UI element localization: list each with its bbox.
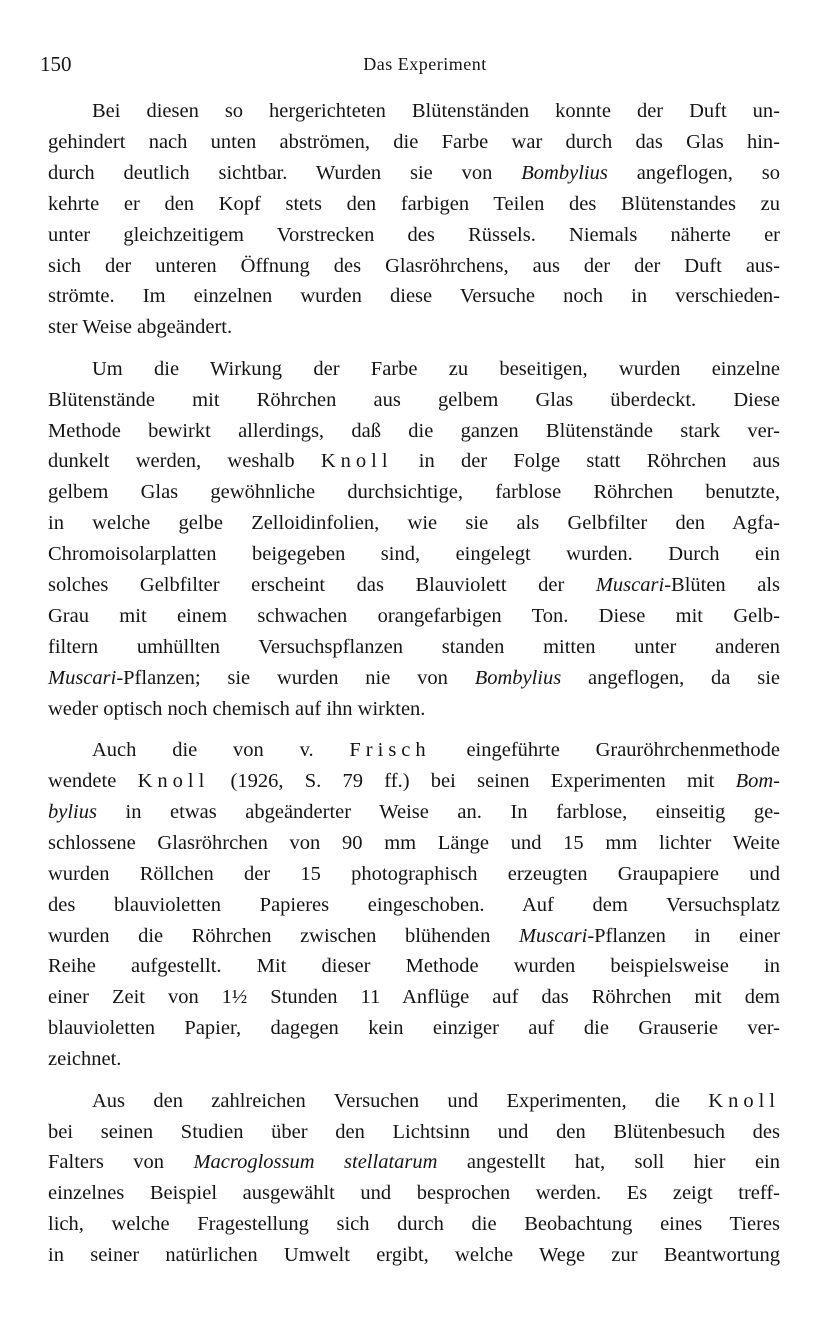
italic-term: Macroglossum stellatarum — [193, 1151, 438, 1174]
text-run: Chromoisolarplatten beigegeben sind, eingelegt wurden. Durch ein — [48, 543, 780, 566]
text-line — [48, 1013, 780, 1044]
text-line — [48, 1044, 780, 1075]
text-run: lich, welche Fragestellung sich durch die Beobachtung eines Tieres — [48, 1213, 780, 1236]
text-run: blauvioletten Papier, dagegen kein einziger auf die Grauserie ver- — [48, 1017, 780, 1040]
text-line — [48, 951, 780, 982]
text-run: einzelnes Beispiel ausgewählt und besprochen werden. Es zeigt treff- — [48, 1182, 780, 1205]
text-run: durch deutlich sichtbar. Wurden sie von — [48, 161, 522, 184]
text-line — [48, 127, 780, 158]
text-line — [48, 982, 780, 1013]
spaced-name: Knoll — [137, 770, 210, 793]
paragraph — [48, 1086, 780, 1271]
text-run: angeflogen, so — [607, 161, 781, 184]
text-line — [48, 828, 780, 859]
paragraph — [48, 96, 780, 343]
text-line — [48, 1117, 780, 1148]
text-line — [48, 694, 780, 725]
text-line — [48, 890, 780, 921]
text-run: -Pflanzen in einer — [587, 924, 781, 947]
text-run: Reihe aufgestellt. Mit dieser Methode wurden beispielsweise in — [48, 955, 780, 978]
text-run: gelbem Glas gewöhnliche durchsichtige, farblose Röhrchen benutzte, — [48, 481, 780, 504]
text-line — [48, 354, 780, 385]
text-run: angestellt hat, soll hier ein — [437, 1151, 780, 1174]
text-line — [48, 220, 780, 251]
italic-term: Bombylius — [474, 666, 562, 689]
text-run: eingeführte Grauröhrchenmethode — [430, 739, 780, 762]
text-line — [48, 1147, 780, 1178]
text-line — [48, 570, 780, 601]
text-run: wurden die Röhrchen zwischen blühenden — [48, 924, 519, 947]
text-line — [48, 158, 780, 189]
italic-term: bylius — [48, 800, 97, 823]
text-run: Falters von — [48, 1151, 194, 1174]
text-run: Grau mit einem schwachen orangefarbigen Ton. Diese mit Gelb- — [48, 605, 780, 627]
text-run: Um die Wirkung der Farbe zu beseitigen, wurden einzelne — [92, 357, 780, 380]
text-line — [48, 1178, 780, 1209]
text-line — [48, 735, 780, 766]
text-line — [48, 921, 780, 952]
text-run: Methode bewirkt allerdings, daß die ganzen Blütenstände stark ver- — [48, 419, 780, 442]
text-line — [48, 1209, 780, 1240]
text-run: wendete — [48, 770, 138, 793]
italic-term: Muscari — [595, 574, 665, 597]
spaced-name: Knoll — [320, 450, 393, 473]
text-run: gehindert nach unten abströmen, die Farbe war durch das Glas hin- — [48, 130, 780, 153]
text-line — [48, 632, 780, 663]
text-run: kehrte er den Kopf stets den farbigen Teilen des Blütenstandes zu — [48, 192, 780, 215]
text-run: filtern umhüllten Versuchspflanzen standen mitten unter anderen — [48, 635, 780, 658]
text-run: Blütenstände mit Röhrchen aus gelbem Glas überdeckt. Diese — [48, 388, 780, 411]
text-run: in seiner natürlichen Umwelt ergibt, welche Wege zur Beantwortung — [48, 1244, 780, 1267]
italic-term: Muscari — [48, 666, 117, 689]
text-run: schlossene Glasröhrchen von 90 mm Länge und 15 mm lichter Weite — [48, 831, 780, 854]
text-line — [48, 251, 780, 282]
body-text — [48, 96, 780, 1282]
text-run: angeflogen, da sie — [561, 666, 780, 689]
text-run: -Blüten als — [664, 574, 780, 597]
text-run: sich der unteren Öffnung des Glasröhrchens, aus der der Duft aus- — [48, 254, 780, 277]
text-line — [48, 416, 780, 447]
text-run: des blauvioletten Papieres eingeschoben. Auf dem Versuchsplatz — [48, 893, 780, 916]
text-line — [48, 446, 780, 477]
text-line — [48, 312, 780, 343]
text-run: ster Weise abgeändert. — [48, 316, 233, 339]
italic-term: Bombylius — [521, 161, 608, 184]
text-run: Auch die von v. — [92, 739, 350, 762]
text-run: unter gleichzeitigem Vorstrecken des Rüssels. Niemals näherte er — [48, 223, 780, 246]
text-run: strömte. Im einzelnen wurden diese Versuche noch in verschieden- — [48, 285, 780, 308]
text-line — [48, 1240, 780, 1271]
text-run: wurden Röllchen der 15 photographisch erzeugten Graupapiere und — [48, 862, 780, 885]
page-header — [40, 52, 780, 80]
spaced-name: Knoll — [708, 1089, 780, 1112]
text-line — [48, 539, 780, 570]
text-run: bei seinen Studien über den Lichtsinn und den Blütenbesuch des — [48, 1120, 780, 1143]
text-line — [48, 189, 780, 220]
text-line — [48, 96, 780, 127]
text-run: weder optisch noch chemisch auf ihn wirkten. — [48, 697, 426, 720]
text-run: solches Gelbfilter erscheint das Blauviolett der — [48, 574, 596, 597]
text-line — [48, 281, 780, 312]
text-line — [48, 477, 780, 508]
text-line — [48, 797, 780, 828]
text-run: Bei diesen so hergerichteten Blütenständen konnte der Duft un- — [92, 100, 780, 122]
text-run: -Pflanzen; sie wurden nie von — [116, 666, 475, 689]
text-run: Aus den zahlreichen Versuchen und Experimenten, die — [92, 1089, 709, 1112]
page-number: 150 — [40, 52, 72, 76]
text-run: (1926, S. 79 ff.) bei seinen Experimenten mit — [209, 770, 736, 793]
text-line — [48, 766, 780, 797]
text-line — [48, 859, 780, 890]
paragraph — [48, 735, 780, 1075]
text-line — [48, 601, 780, 632]
text-line — [48, 385, 780, 416]
text-run: in welche gelbe Zelloidinfolien, wie sie als Gelbfilter den Agfa- — [48, 512, 780, 535]
spaced-name: Frisch — [349, 739, 431, 762]
text-line — [48, 663, 780, 694]
text-run: einer Zeit von 1½ Stunden 11 Anflüge auf das Röhrchen mit dem — [48, 986, 780, 1009]
text-run: dunkelt werden, weshalb — [48, 450, 321, 473]
text-run: in der Folge statt Röhrchen aus — [392, 450, 780, 473]
italic-term: Muscari — [518, 924, 588, 947]
running-title: Das Experiment — [363, 54, 487, 74]
text-line — [48, 1086, 780, 1117]
text-run: in etwas abgeänderter Weise an. In farblose, einseitig ge- — [96, 800, 780, 823]
italic-term: Bom- — [735, 770, 780, 793]
text-line — [48, 508, 780, 539]
paragraph — [48, 354, 780, 725]
text-run: zeichnet. — [48, 1048, 122, 1071]
